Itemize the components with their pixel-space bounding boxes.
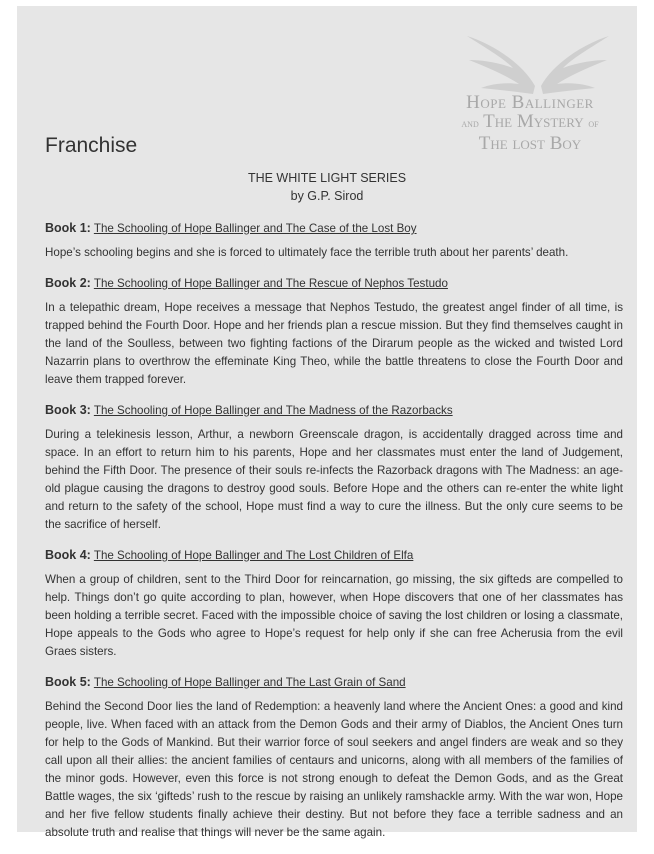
book-heading xyxy=(45,274,623,293)
book-entry xyxy=(45,274,623,389)
book-description: Hope’s schooling begins and she is forced to ultimately face the terrible truth about her parents’ death. xyxy=(45,246,569,259)
book-heading xyxy=(45,219,623,238)
book-label: Book 4: xyxy=(45,548,91,562)
book-label: Book 1: xyxy=(45,221,91,235)
book-logo xyxy=(425,93,635,153)
book-entry xyxy=(45,546,623,661)
book-label: Book 3: xyxy=(45,403,91,417)
book-heading xyxy=(45,546,623,565)
book-entry xyxy=(45,401,623,534)
book-entry xyxy=(45,673,623,842)
series-name: THE WHITE LIGHT SERIES xyxy=(247,171,407,185)
logo-line-1: Hope Ballinger xyxy=(466,92,594,113)
document-page xyxy=(17,6,637,839)
book-description: When a group of children, sent to the Third Door for reincarnation, go missing, the six gifteds are compelled to help. Things don’t go quite according to plan, however, when Hope discovers that one of her classmates has been holding a terrible secret. Faced with the impossible choice of saving the lost children or losing a classmate, Hope appeals to the Gods who agree to Hope’s request for help only if she can free Acherusia from the evil Graes sisters. xyxy=(45,573,623,658)
book-title-link[interactable]: The Schooling of Hope Ballinger and The Last Grain of Sand xyxy=(93,676,406,689)
book-entry xyxy=(45,219,623,262)
book-heading xyxy=(45,673,623,692)
logo-line-2-suffix: of xyxy=(588,118,599,130)
book-label: Book 2: xyxy=(45,276,91,290)
logo-line-2 xyxy=(425,112,635,134)
book-title-link[interactable]: The Schooling of Hope Ballinger and The Lost Children of Elfa xyxy=(93,549,414,562)
book-title-link[interactable]: The Schooling of Hope Ballinger and The Case of the Lost Boy xyxy=(93,222,417,235)
book-list xyxy=(45,219,623,854)
book-description: Behind the Second Door lies the land of Redemption: a heavenly land where the Ancient Ones: a good and kind people, live. When faced with an attack from the Demon Gods and their army of Diablos, the Ancient Ones turn for help to the Gods of Mankind. But their warrior force of soul seekers and angel finders are weak and so they call upon all their allies: the ancient families of centaurs and unicorns, along with all members of the families of the minor gods. However, even this force is not strong enough to defeat the Demon Gods, and as the Great Battle wages, the six ‘gifteds’ rush to the rescue by raising an unlikely ramshackle army. With the war won, Hope and her five fellow students finally achieve their destiny. But not before they face a terrible sadness and an absolute truth and realise that things will never be the same again. xyxy=(45,700,623,839)
book-title-link[interactable]: The Schooling of Hope Ballinger and The Rescue of Nephos Testudo xyxy=(93,277,448,290)
angel-wings-icon xyxy=(463,14,613,104)
book-label: Book 5: xyxy=(45,675,91,689)
logo-line-2-main: The Mystery xyxy=(483,111,584,132)
series-heading xyxy=(17,169,637,205)
logo-line-3: The lost Boy xyxy=(478,133,582,154)
book-description: In a telepathic dream, Hope receives a message that Nephos Testudo, the greatest angel finder of all time, is trapped behind the Fourth Door. Hope and her friends plan a rescue mission. But they find themselves caught in the land of the Soulless, between two fighting factions of the Dirarum people as the wicked and twisted Lord Nazarrin plans to overthrow the effeminate King Theo, while the battle threatens to close the Fourth Door and leave them trapped forever. xyxy=(45,301,623,386)
book-description: During a telekinesis lesson, Arthur, a newborn Greenscale dragon, is accidentally dragged across time and space. In an effort to return him to his parents, Hope and her classmates must enter the land of Judgement, behind the Fifth Door. The presence of their souls re-infects the Razorback dragons with The Madness: an age-old plague causing the dragons to destroy good souls. Before Hope and the others can re-enter the white light and return to the safety of the school, Hope must find a way to cure the illness. But the only cure seems to be the sacrifice of herself. xyxy=(45,428,623,531)
page-title: Franchise xyxy=(45,134,138,157)
book-heading xyxy=(45,401,623,420)
book-title-link[interactable]: The Schooling of Hope Ballinger and The Madness of the Razorbacks xyxy=(93,404,453,417)
logo-line-2-prefix: and xyxy=(461,118,479,130)
series-author: by G.P. Sirod xyxy=(290,189,364,203)
